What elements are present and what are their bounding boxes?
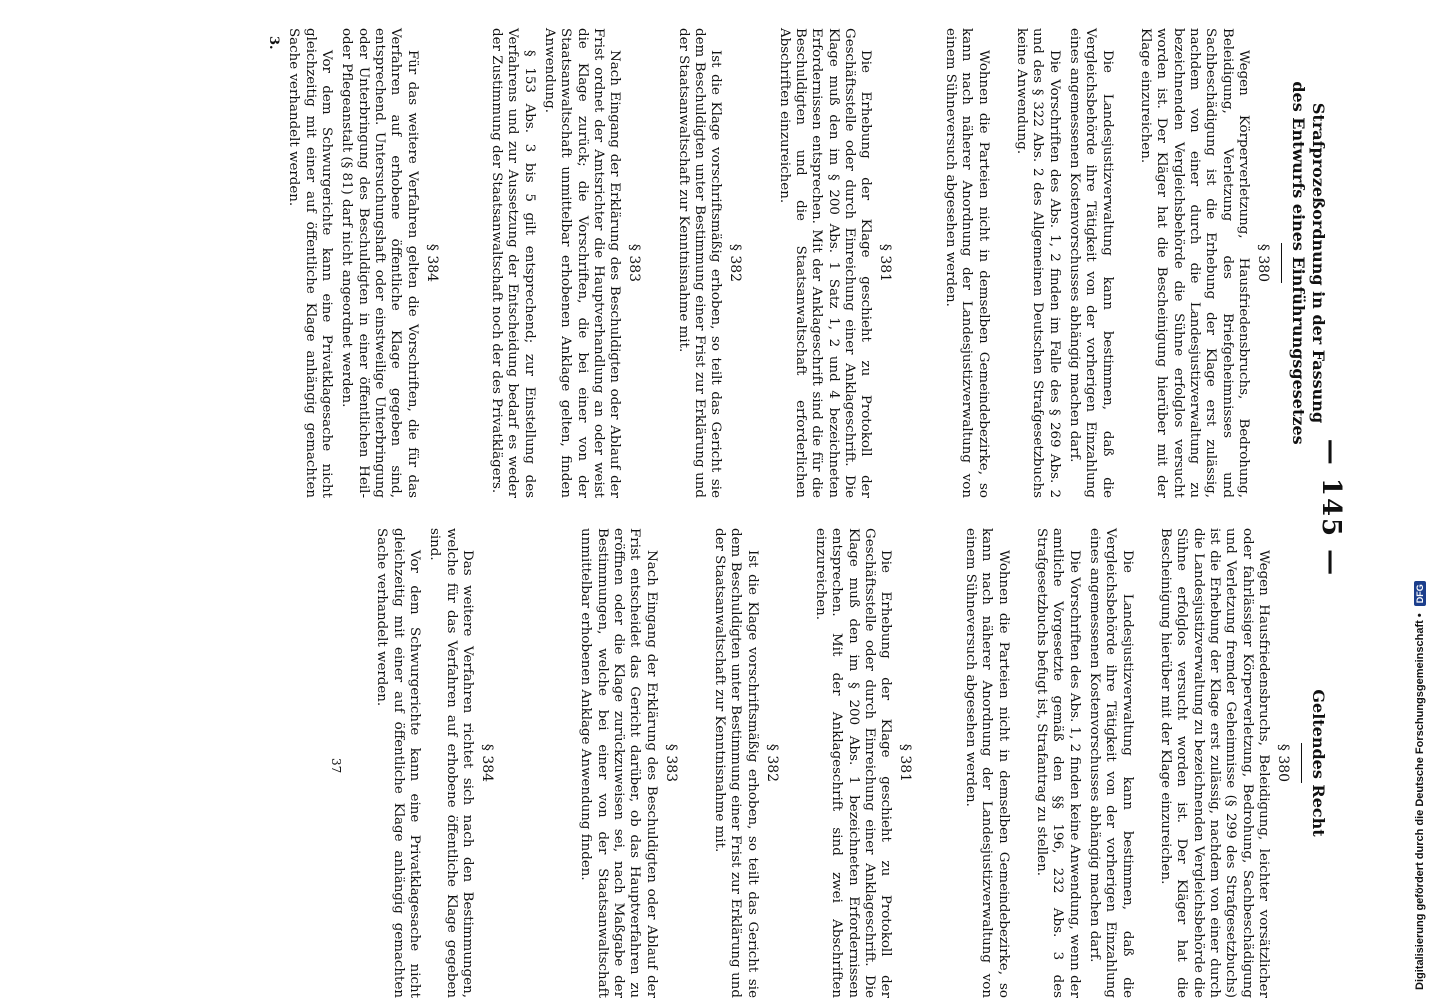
heading-rule-right [1301, 743, 1302, 783]
right-s380-paragraph-2: Die Landesjustizverwaltung kann bestimmen, daß die Vergleichsbehörde ihre Tätigkeit von der vorherigen Einzahlung eines angemessenen Kostenvorschusses abhängig machen darf. [1086, 528, 1135, 998]
right-s381-paragraph-1: Die Erhebung der Klage geschieht zu Protokoll der Geschäftsstelle oder durch Einreichung einer Anklageschrift. Die Klage muß den im § 200 Abs. 1 bezeichneten Erfordernissen entsprechen. Mit der Anklageschrift sind zwei Abschriften einzureichen. [813, 528, 894, 998]
right-section-383-label: § 383 [662, 743, 679, 783]
left-s380-paragraph-1: Wegen Körperverletzung, Hausfriedensbruchs, Bedrohung, Beleidigung, Verletzung des Briefgeheimnisses und Sachbeschädigung ist die Erhebung der Klage erst zulässig, nachdem von einer durch die Landesjustizverwaltung zu bezeichnenden Vergleichsbehörde die Sühne erfolglos versucht worden ist. Der Kläger hat die Bescheinigung hierüber mit der Klage einzureichen. [1137, 28, 1251, 498]
left-section-380-label: § 380 [1255, 243, 1271, 283]
left-s381-paragraph-1: Die Erhebung der Klage geschieht zu Protokoll der Geschäftsstelle oder durch Einreichung einer Anklageschrift. Die Klage muß den im § 200 Abs. 1 Satz 1, 2 und 4 bezeichneten Erfordernissen entsprechen. Mit der Anklageschrift sind die für die Beschuldigten und die Staatsanwaltschaft erforderlichen Abschriften einzureichen. [776, 28, 874, 498]
right-section-381-label: § 381 [897, 743, 914, 783]
right-bottom-mark: 37 [328, 758, 343, 774]
right-s383-paragraph-1: Nach Eingang der Erklärung des Beschuldigten oder Ablauf der Frist entscheidet das Gericht darüber, ob das Hauptverfahren zu eröffnen oder die Klage zurückzuweisen sei, nach Maßgabe der Bestimmungen, welche bei einer von der Staatsanwaltschaft unmittelbar erhobenen Anklage Anwendung finden. [578, 528, 659, 998]
right-column-heading [1308, 528, 1328, 998]
right-section-384-label: § 384 [479, 743, 496, 783]
left-column [265, 28, 1328, 498]
rotated-document-page [118, 8, 1378, 1008]
left-section-382-label: § 382 [727, 243, 744, 283]
right-s382-paragraph-1: Ist die Klage vorschriftsmäßig erhoben, so teilt das Gericht sie dem Beschuldigten unter Bestimmung einer Frist zur Erklärung und der Staatsanwaltschaft zur Kenntnisnahme mit. [712, 528, 760, 998]
right-s384-paragraph-2: Vor dem Schwurgerichte kann eine Privatklagesache nicht gleichzeitig mit einer auf öffentliche Klage anhängig gemachten Sache verhandelt werden. [374, 528, 422, 998]
left-s383-paragraph-2: § 153 Abs. 3 bis 5 gilt entsprechend; zur Einstellung des Verfahrens und zur Aussetzung der Entscheidung bedarf es weder der Zustimmung der Staatsanwaltschaft noch der des Privatklägers. [489, 28, 537, 498]
left-s383-paragraph-1: Nach Eingang der Erklärung des Beschuldigten oder Ablauf der Frist ordnet der Amtsrichter die Hauptverhandlung an oder weist die Klage zurück; die Vorschriften, die bei einer von der Staatsanwaltschaft unmittelbar erhobenen Anklage gelten, finden Anwendung. [542, 28, 623, 498]
left-heading-line1: Strafprozeßordnung in der Fassung [1309, 102, 1328, 424]
left-s380-paragraph-4: Wohnen die Parteien nicht in demselben Gemeindebezirke, so kann nach näherer Anordnung der Landesjustizverwaltung von einem Sühneversuch abgesehen werden. [942, 28, 991, 498]
heading-rule [1281, 243, 1282, 283]
right-s380-paragraph-3: Die Vorschriften des Abs. 1, 2 finden keine Anwendung, wenn der amtliche Vorgesetzte gemäß den §§ 196, 232 Abs. 3 des Strafgesetzbuchs befugt ist, Strafantrag zu stellen. [1033, 528, 1082, 998]
right-column [328, 528, 1328, 998]
dfg-logo-icon: DFG [1414, 581, 1426, 606]
page-number: — 145 — [1316, 438, 1346, 578]
left-bottom-mark: 3. [265, 36, 281, 50]
right-section-382-label: § 382 [763, 743, 780, 783]
digitization-credit [1414, 581, 1426, 990]
left-section-384-label: § 384 [423, 243, 440, 283]
left-s384-paragraph-1: Für das weitere Verfahren gelten die Vorschriften, die für das Verfahren auf erhobene öffentliche Klage gegeben sind, entsprechend. Untersuchungshaft oder einstweilige Unterbringung oder Unterbringung des Beschuldigten in einer öffentlichen Heil- oder Pflegeanstalt (§ 81) darf nicht angeordnet werden. [339, 28, 420, 498]
left-heading-line2: des Entwurfs eines Einführungsgesetzes [1289, 81, 1308, 445]
left-s382-paragraph-1: Ist die Klage vorschriftsmäßig erhoben, so teilt das Gericht sie dem Beschuldigten unter Bestimmung einer Frist zur Erklärung und der Staatsanwaltschaft zur Kenntnisnahme mit. [675, 28, 724, 498]
left-s380-paragraph-2: Die Landesjustizverwaltung kann bestimmen, daß die Vergleichsbehörde ihre Tätigkeit von der vorherigen Einzahlung eines angemessenen Kostenvorschusses abhängig machen darf. [1066, 28, 1115, 498]
right-section-380-label: § 380 [1275, 743, 1291, 783]
right-s384-paragraph-1: Das weitere Verfahren richtet sich nach den Bestimmungen, welche für das Verfahren auf erhobene öffentliche Klage gegeben sind. [427, 528, 476, 998]
right-heading-line1: Geltendes Recht [1309, 689, 1328, 837]
left-section-381-label: § 381 [877, 243, 894, 283]
right-s380-paragraph-4: Wohnen die Parteien nicht in demselben Gemeindebezirke, so kann nach näherer Anordnung der Landesjustizverwaltung von einem Sühneversuch abgesehen werden. [962, 528, 1011, 998]
digitization-credit-text: Digitalisierung gefördert durch die Deutsche Forschungsgemeinschaft • [1414, 613, 1426, 990]
left-s384-paragraph-2: Vor dem Schwurgerichte kann eine Privatklagesache nicht gleichzeitig mit einer auf öffentliche Klage anhängig gemachten Sache verhandelt werden. [286, 28, 334, 498]
left-s380-paragraph-3: Die Vorschriften des Abs. 1, 2 finden im Falle des § 269 Abs. 2 und des § 322 Abs. 2 des Allgemeinen Deutschen Strafgesetzbuchs keine Anwendung. [1013, 28, 1062, 498]
left-column-heading [1288, 28, 1328, 498]
left-section-383-label: § 383 [626, 243, 643, 283]
right-s380-paragraph-1: Wegen Hausfriedensbruchs, Beleidigung, leichter vorsätzlicher oder fahrlässiger Körperverletzung, Bedrohung, Sachbeschädigung und Verletzung fremder Geheimnisse (§ 299 des Strafgesetzbuchs) ist die Erhebung der Klage erst zulässig, nachdem von einer durch die Landesjustizverwaltung zu bezeichnenden Vergleichsbehörde die Sühne erfolglos versucht worden ist. Der Kläger hat die Bescheinigung hierüber mit der Klage einzureichen. [1157, 528, 1271, 998]
